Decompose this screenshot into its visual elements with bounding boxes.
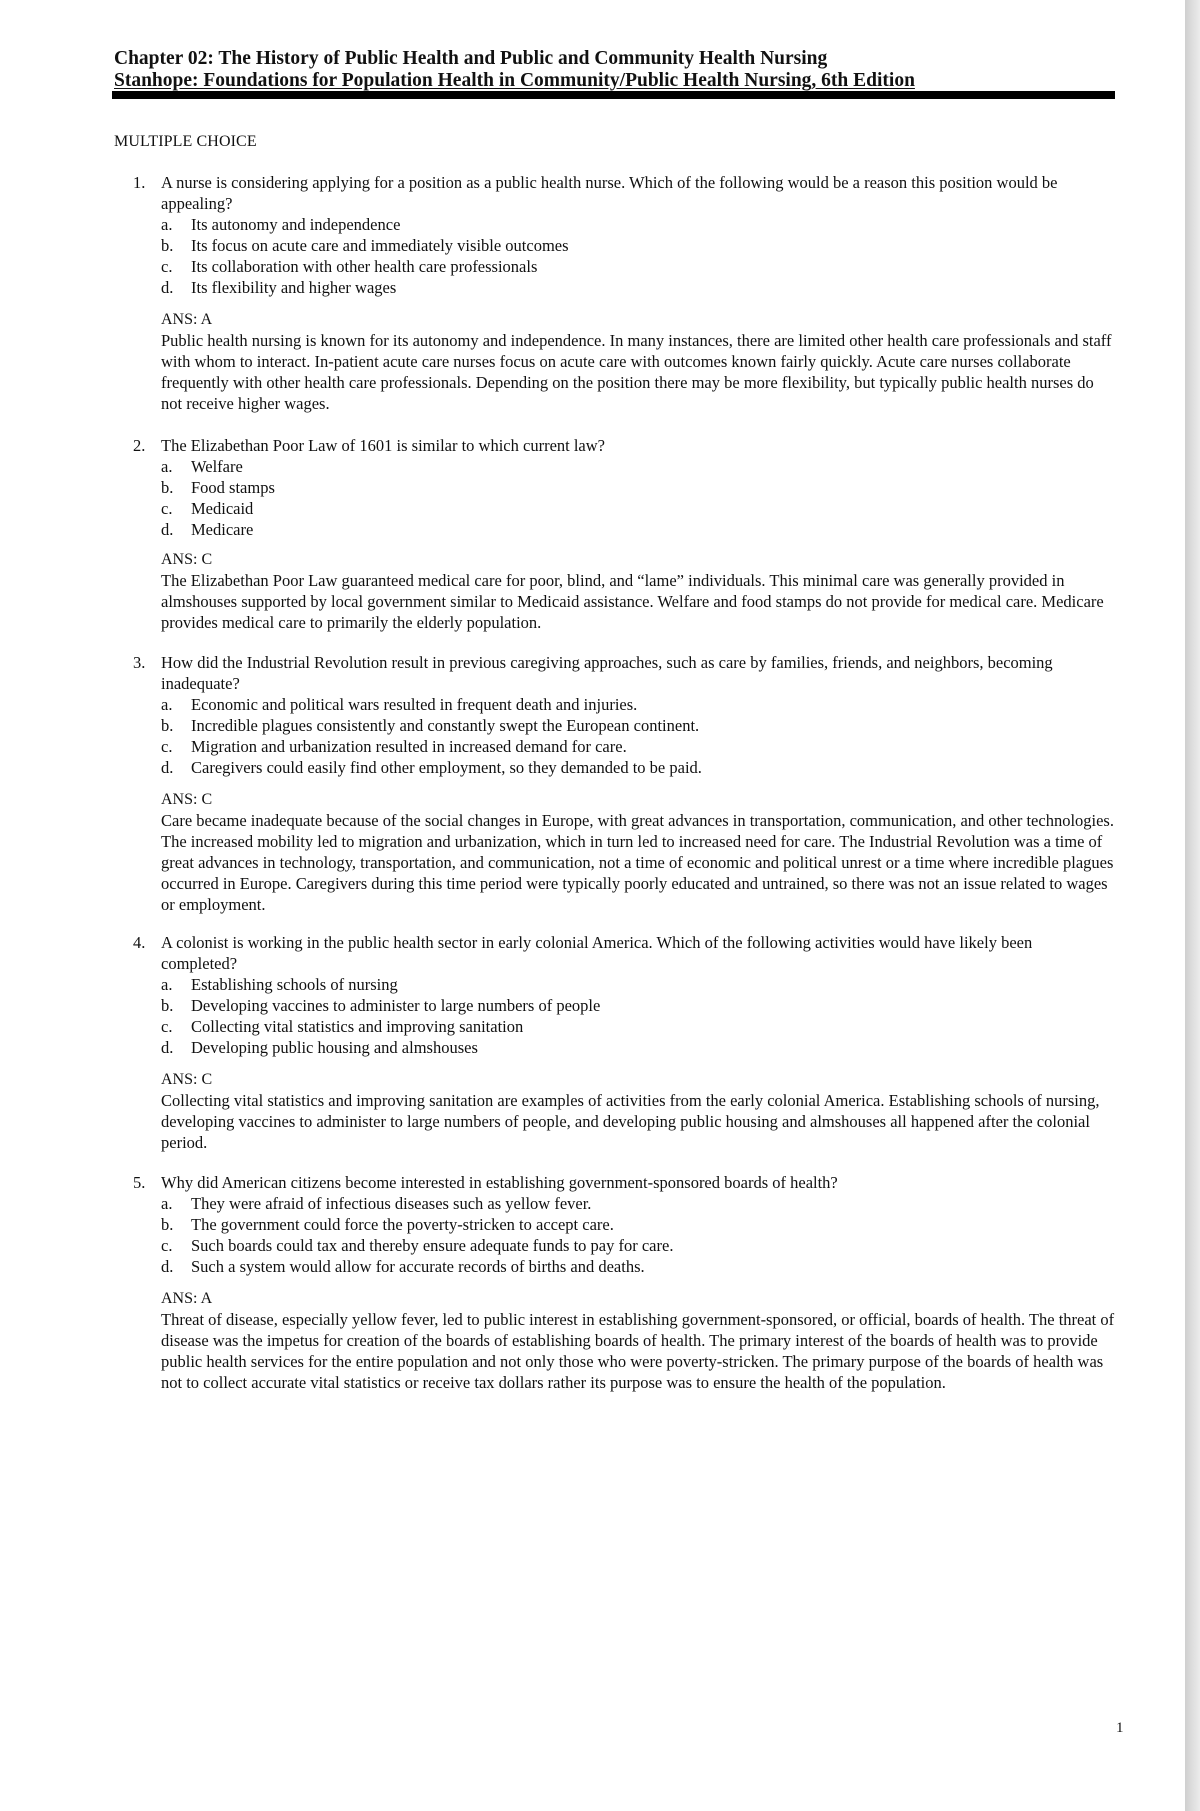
page-number: 1 — [1116, 1720, 1124, 1736]
option-text: Its focus on acute care and immediately visible outcomes — [191, 236, 569, 255]
option-c — [161, 498, 1111, 519]
option-text: Collecting vital statistics and improving sanitation — [191, 1017, 524, 1036]
question-number: 3. — [133, 653, 146, 672]
option-letter: d. — [161, 1257, 174, 1276]
question-stem: A colonist is working in the public health sector in early colonial America. Which of the following activities would have likely been completed? — [161, 933, 1033, 973]
rationale: Threat of disease, especially yellow fever, led to public interest in establishing government-sponsored, or official, boards of health. The threat of disease was the impetus for creation of the boards of establishing boards of health. The primary interest of the boards of health was to provide public health services for the entire population and not only those who were poverty-stricken. The primary purpose of the boards of health was not to collect accurate vital statistics or receive tax dollars rather its purpose was to ensure the health of the population. — [161, 1310, 1115, 1392]
option-b — [161, 1214, 1111, 1235]
answer-key: ANS: C — [161, 791, 213, 808]
option-letter: b. — [161, 236, 174, 255]
option-a — [161, 214, 1111, 235]
option-text: Food stamps — [191, 478, 275, 497]
option-text: Caregivers could easily find other employment, so they demanded to be paid. — [191, 758, 702, 777]
option-a — [161, 974, 1111, 995]
question-number: 4. — [133, 933, 146, 952]
answer-key: ANS: C — [161, 551, 213, 568]
option-text: Establishing schools of nursing — [191, 975, 398, 994]
option-text: Incredible plagues consistently and constantly swept the European continent. — [191, 716, 700, 735]
chapter-title: Chapter 02: The History of Public Health and Public and Community Health Nursing — [114, 48, 828, 69]
option-letter: c. — [161, 1236, 173, 1255]
option-b — [161, 715, 1111, 736]
page-edge-shadow — [1185, 0, 1200, 1811]
option-a — [161, 694, 1111, 715]
rationale: Collecting vital statistics and improving sanitation are examples of activities from the early colonial America. Establishing schools of nursing, developing vaccines to administer to large numbers of people, and developing public housing and almshouses all happened after the colonial period. — [161, 1091, 1100, 1152]
book-subtitle: Stanhope: Foundations for Population Health in Community/Public Health Nursing, 6th Edition — [114, 70, 915, 91]
option-letter: d. — [161, 1038, 174, 1057]
option-d — [161, 757, 1111, 778]
rationale: The Elizabethan Poor Law guaranteed medical care for poor, blind, and “lame” individuals. This minimal care was generally provided in almshouses supported by local government similar to Medicaid assistance. Welfare and food stamps do not provide for medical care. Medicare provides medical care to primarily the elderly population. — [161, 571, 1104, 632]
option-c — [161, 256, 1111, 277]
answer-key: ANS: A — [161, 311, 213, 328]
option-b — [161, 995, 1111, 1016]
option-text: Its collaboration with other health care professionals — [191, 257, 538, 276]
option-letter: a. — [161, 695, 173, 714]
option-letter: d. — [161, 278, 174, 297]
answer-key: ANS: A — [161, 1290, 213, 1307]
option-text: They were afraid of infectious diseases such as yellow fever. — [191, 1194, 592, 1213]
question-stem: Why did American citizens become interested in establishing government-sponsored boards of health? — [161, 1173, 838, 1192]
option-text: Its flexibility and higher wages — [191, 278, 397, 297]
option-text: Welfare — [191, 457, 243, 476]
option-c — [161, 736, 1111, 757]
option-b — [161, 235, 1111, 256]
option-letter: d. — [161, 520, 174, 539]
question-stem: The Elizabethan Poor Law of 1601 is similar to which current law? — [161, 436, 605, 455]
question-number: 2. — [133, 436, 146, 455]
section-heading: MULTIPLE CHOICE — [114, 133, 257, 150]
rationale: Public health nursing is known for its autonomy and independence. In many instances, there are limited other health care professionals and staff with whom to interact. In-patient acute care nurses focus on acute care with outcomes known fairly quickly. Acute care nurses collaborate frequently with other health care professionals. Depending on the position there may be more flexibility, but typically public health nurses do not receive higher wages. — [161, 331, 1112, 413]
answer-key: ANS: C — [161, 1071, 213, 1088]
option-letter: d. — [161, 758, 174, 777]
option-text: The government could force the poverty-stricken to accept care. — [191, 1215, 614, 1234]
question-stem: A nurse is considering applying for a position as a public health nurse. Which of the following would be a reason this position would be appealing? — [161, 173, 1058, 213]
option-letter: a. — [161, 457, 173, 476]
option-text: Such boards could tax and thereby ensure adequate funds to pay for care. — [191, 1236, 674, 1255]
option-d — [161, 1256, 1111, 1277]
option-text: Medicare — [191, 520, 254, 539]
option-letter: b. — [161, 716, 174, 735]
option-letter: b. — [161, 1215, 174, 1234]
option-text: Its autonomy and independence — [191, 215, 401, 234]
option-letter: c. — [161, 1017, 173, 1036]
option-text: Such a system would allow for accurate records of births and deaths. — [191, 1257, 645, 1276]
rationale: Care became inadequate because of the social changes in Europe, with great advances in transportation, communication, and other technologies. The increased mobility led to migration and urbanization, which in turn led to increased need for care. The Industrial Revolution was a time of great advances in technology, transportation, and communication, not a time of economic and political unrest or a time where incredible plagues occurred in Europe. Caregivers during this time period were typically poorly educated and untrained, so there was not an issue related to wages or employment. — [161, 811, 1114, 914]
option-letter: c. — [161, 737, 173, 756]
question-number: 1. — [133, 173, 146, 192]
option-c — [161, 1235, 1111, 1256]
option-text: Medicaid — [191, 499, 254, 518]
option-text: Developing public housing and almshouses — [191, 1038, 478, 1057]
option-b — [161, 477, 1111, 498]
option-letter: c. — [161, 257, 173, 276]
option-a — [161, 456, 1111, 477]
option-letter: a. — [161, 1194, 173, 1213]
option-letter: b. — [161, 996, 174, 1015]
option-c — [161, 1016, 1111, 1037]
option-text: Economic and political wars resulted in frequent death and injuries. — [191, 695, 638, 714]
option-letter: a. — [161, 975, 173, 994]
option-letter: c. — [161, 499, 173, 518]
question-stem: How did the Industrial Revolution result in previous caregiving approaches, such as care by families, friends, and neighbors, becoming inadequate? — [161, 653, 1053, 693]
option-a — [161, 1193, 1111, 1214]
question-number: 5. — [133, 1173, 146, 1192]
option-d — [161, 519, 1111, 540]
option-letter: a. — [161, 215, 173, 234]
option-text: Developing vaccines to administer to large numbers of people — [191, 996, 601, 1015]
option-d — [161, 1037, 1111, 1058]
option-letter: b. — [161, 478, 174, 497]
option-text: Migration and urbanization resulted in increased demand for care. — [191, 737, 627, 756]
option-d — [161, 277, 1111, 298]
